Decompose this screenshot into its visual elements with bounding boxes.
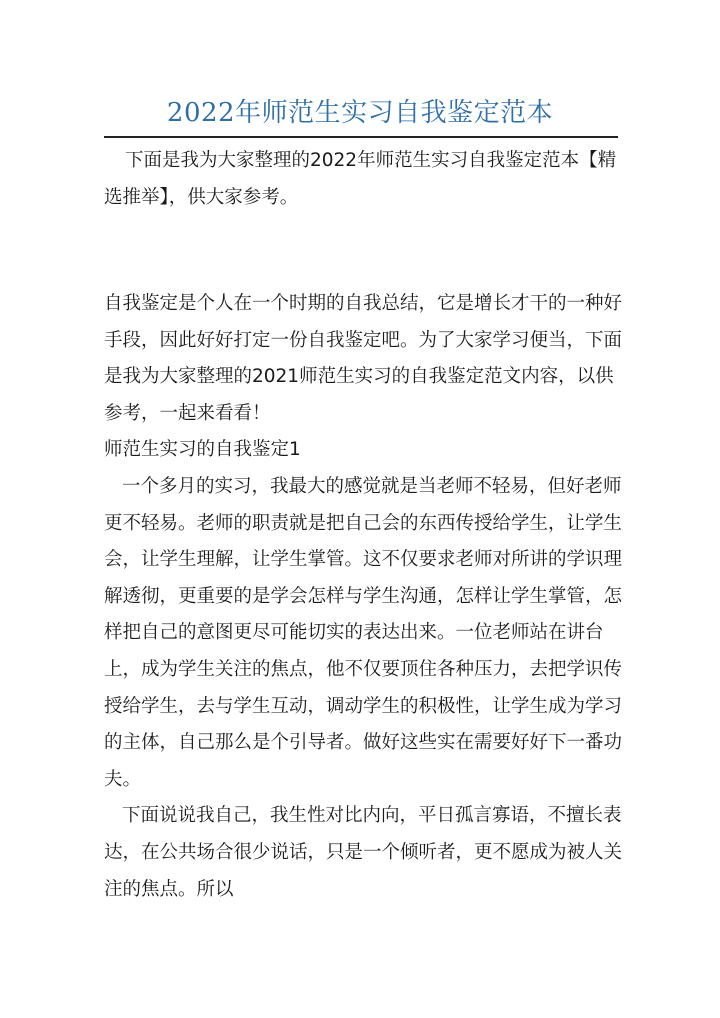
body-paragraph-3: 下面说说我自己，我生性对比内向，平日孤言寡语，不擅长表达，在公共场合很少说话，只是一个倾听者，更不愿成为被人关注的焦点。所以 xyxy=(104,805,623,900)
section-heading: 师范生实习的自我鉴定1 xyxy=(104,439,301,461)
body-paragraph-1: 自我鉴定是个人在一个时期的自我总结，它是增长才干的一种好手段，因此好好打定一份自我鉴定吧。为了大家学习便当，下面是我为大家整理的2021师范生实习的自我鉴定范文内容，以供参考，一起来看看！ xyxy=(104,293,623,424)
intro-paragraph: 下面是我为大家整理的2022年师范生实习自我鉴定范本【精选推举】，供大家参考。 xyxy=(104,150,617,208)
intro-block xyxy=(104,142,624,216)
document-title: 2022年师范生实习自我鉴定范本 xyxy=(166,98,554,128)
body-content xyxy=(104,286,624,908)
body-paragraph-2: 一个多月的实习，我最大的感觉就是当老师不轻易，但好老师更不轻易。老师的职责就是把自己会的东西传授给学生，让学生会，让学生理解，让学生掌管。这不仅要求老师对所讲的学识理解透彻，更重要的是学会怎样与学生沟通，怎样让学生掌管，怎样把自己的意图更尽可能切实的表达出来。一位老师站在讲台上，成为学生关注的焦点，他不仅要顶住各种压力，去把学识传授给学生，去与学生互动，调动学生的积极性，让学生成为学习的主体，自己那么是个引导者。做好这些实在需要好好下一番功夫。 xyxy=(104,475,623,790)
title-divider xyxy=(104,136,618,138)
